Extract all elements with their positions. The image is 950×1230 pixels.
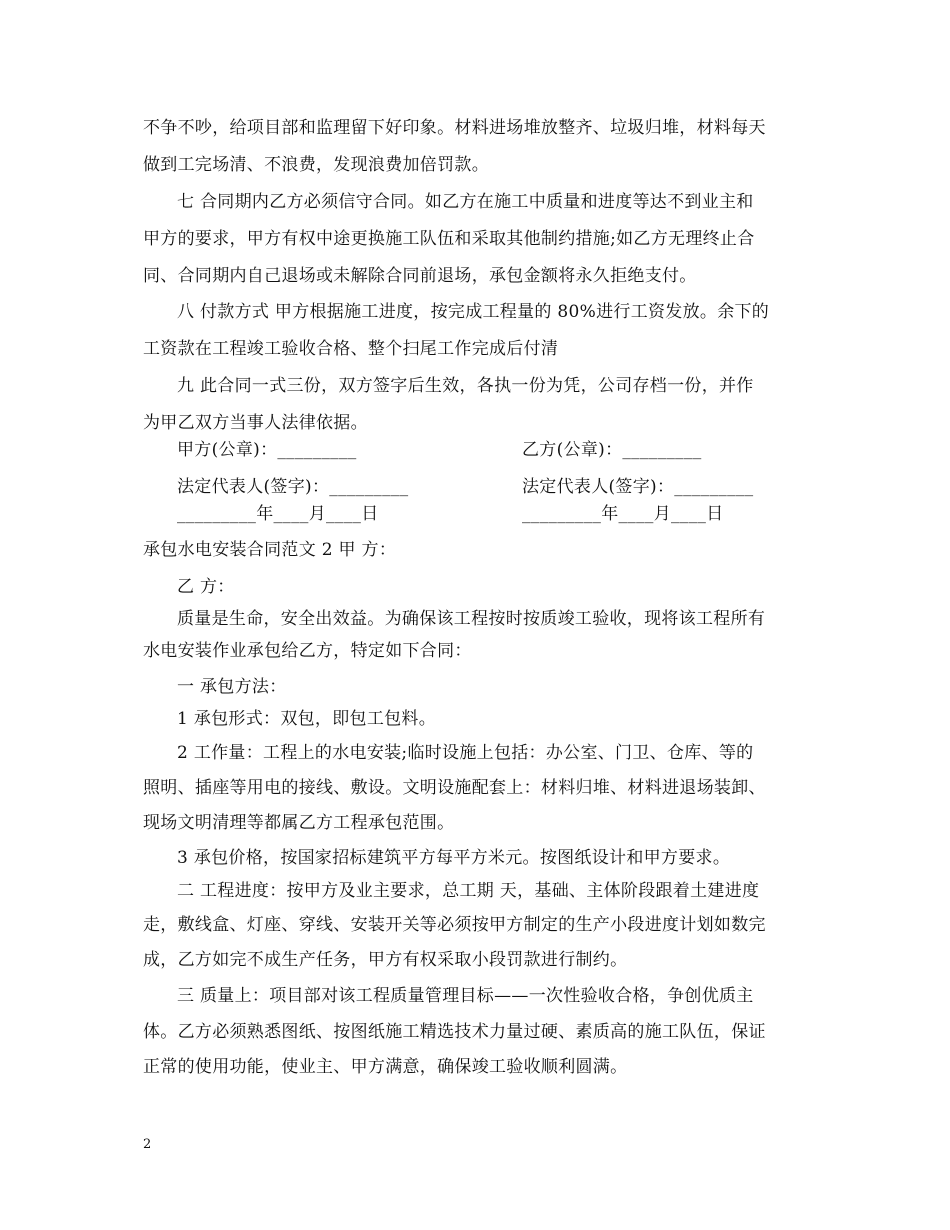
- contract-2-party-b: 乙 方：: [177, 577, 235, 597]
- paragraph-line: 现场文明清理等都属乙方工程承包范围。: [143, 813, 455, 833]
- paragraph-line: 水电安装作业承包给乙方，特定如下合同：: [143, 641, 472, 661]
- paragraph-line: 做到工完场清、不浪费，发现浪费加倍罚款。: [143, 155, 489, 175]
- paragraph-line: 同、合同期内自己退场或未解除合同前退场，承包金额将永久拒绝支付。: [143, 266, 697, 286]
- contract-2-title: 承包水电安装合同范文 2 甲 方：: [143, 540, 397, 560]
- paragraph-line: 走，敷线盒、灯座、穿线、安装开关等必须按甲方制定的生产小段进度计划如数完: [143, 915, 766, 935]
- paragraph-line: 正常的使用功能，使业主、甲方满意，确保竣工验收顺利圆满。: [143, 1057, 628, 1077]
- section-heading: 一 承包方法：: [177, 677, 287, 697]
- paragraph-line: 体。乙方必须熟悉图纸、按图纸施工精选技术力量过硬、素质高的施工队伍，保证: [143, 1022, 766, 1042]
- paragraph-line: 工资款在工程竣工验收合格、整个扫尾工作完成后付清: [143, 339, 559, 359]
- clause-7-line: 七 合同期内乙方必须信守合同。如乙方在施工中质量和进度等达不到业主和: [177, 192, 754, 212]
- clause-8-line: 八 付款方式 甲方根据施工进度，按完成工程量的 80%进行工资发放。余下的: [177, 302, 770, 322]
- party-b-seal: 乙方(公章)：_________: [522, 440, 702, 460]
- party-b-representative: 法定代表人(签字)：_________: [522, 477, 754, 497]
- party-a-seal: 甲方(公章)：_________: [177, 440, 357, 460]
- paragraph-line: 3 承包价格，按国家招标建筑平方每平方米元。按图纸设计和甲方要求。: [177, 848, 731, 868]
- party-a-representative: 法定代表人(签字)：_________: [177, 477, 409, 497]
- paragraph-line: 2 工作量：工程上的水电安装;临时设施上包括：办公室、门卫、仓库、等的: [177, 743, 754, 763]
- paragraph-line: 照明、插座等用电的接线、敷设。文明设施配套上：材料归堆、材料进退场装卸、: [143, 778, 766, 798]
- paragraph-line: 为甲乙双方当事人法律依据。: [143, 413, 368, 433]
- paragraph-line: 三 质量上：项目部对该工程质量管理目标——一次性验收合格，争创优质主: [177, 986, 754, 1006]
- paragraph-line: 甲方的要求，甲方有权中途更换施工队伍和采取其他制约措施;如乙方无理终止合: [143, 229, 755, 249]
- page-number: 2: [143, 1137, 152, 1152]
- paragraph-line: 二 工程进度：按甲方及业主要求，总工期 天，基础、主体阶段跟着土建进度: [177, 881, 760, 901]
- party-b-date: _________年____月____日: [522, 504, 724, 524]
- paragraph-line: 成，乙方如完不成生产任务，甲方有权采取小段罚款进行制约。: [143, 950, 628, 970]
- paragraph-line: 不争不吵，给项目部和监理留下好印象。材料进场堆放整齐、垃圾归堆，材料每天: [143, 118, 766, 138]
- paragraph-line: 1 承包形式：双包，即包工包料。: [177, 709, 437, 729]
- paragraph-line: 质量是生命，安全出效益。为确保该工程按时按质竣工验收，现将该工程所有: [177, 609, 766, 629]
- clause-9-line: 九 此合同一式三份，双方签字后生效，各执一份为凭，公司存档一份，并作: [177, 376, 754, 396]
- party-a-date: _________年____月____日: [177, 504, 379, 524]
